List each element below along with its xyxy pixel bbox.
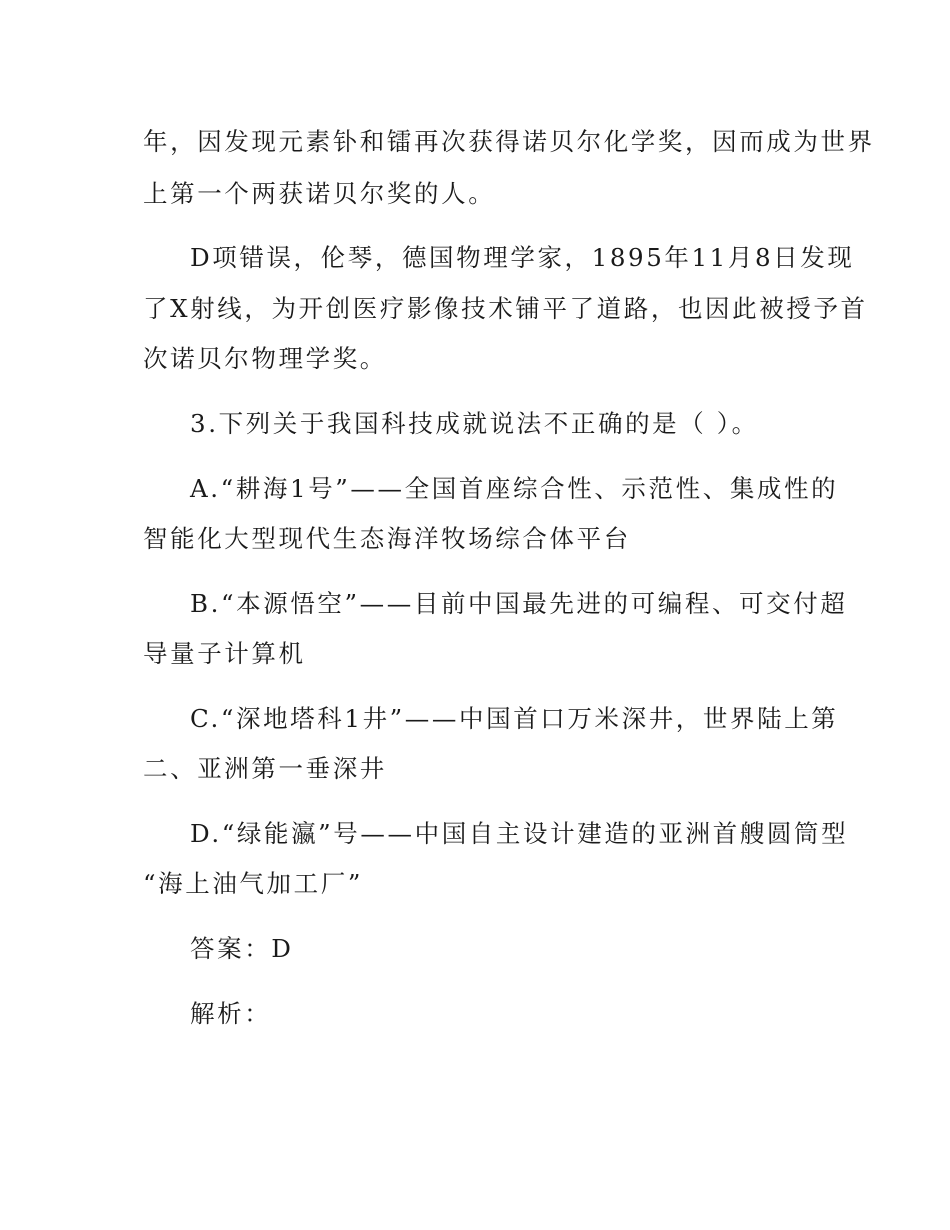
paragraph-roentgen-line-2: 了X射线，为开创医疗影像技术铺平了道路，也因此被授予首 [143,294,868,323]
analysis-label: 解析： [190,999,272,1028]
paragraph-curie-line-2: 上第一个两获诺贝尔奖的人。 [143,179,496,208]
option-b-line-2: 导量子计算机 [143,639,306,668]
option-a-line-1: A.“耕海1号”——全国首座综合性、示范性、集成性的 [190,474,839,503]
option-b-line-1: B.“本源悟空”——目前中国最先进的可编程、可交付超 [190,589,848,618]
paragraph-curie-line-1: 年，因发现元素钋和镭再次获得诺贝尔化学奖，因而成为世界 [143,127,875,156]
question-3-stem: 3.下列关于我国科技成就说法不正确的是（ ）。 [190,409,759,438]
paragraph-roentgen-line-1: D项错误，伦琴，德国物理学家，1895年11月8日发现 [190,243,855,272]
option-c-line-1: C.“深地塔科1井”——中国首口万米深井，世界陆上第 [190,704,839,733]
option-d-line-2: “海上油气加工厂” [143,869,363,898]
paragraph-roentgen-line-3: 次诺贝尔物理学奖。 [143,344,387,373]
option-d-line-1: D.“绿能瀛”号——中国自主设计建造的亚洲首艘圆筒型 [190,819,849,848]
option-c-line-2: 二、亚洲第一垂深井 [143,754,387,783]
option-a-line-2: 智能化大型现代生态海洋牧场综合体平台 [143,524,631,553]
answer-line: 答案：D [190,934,294,963]
